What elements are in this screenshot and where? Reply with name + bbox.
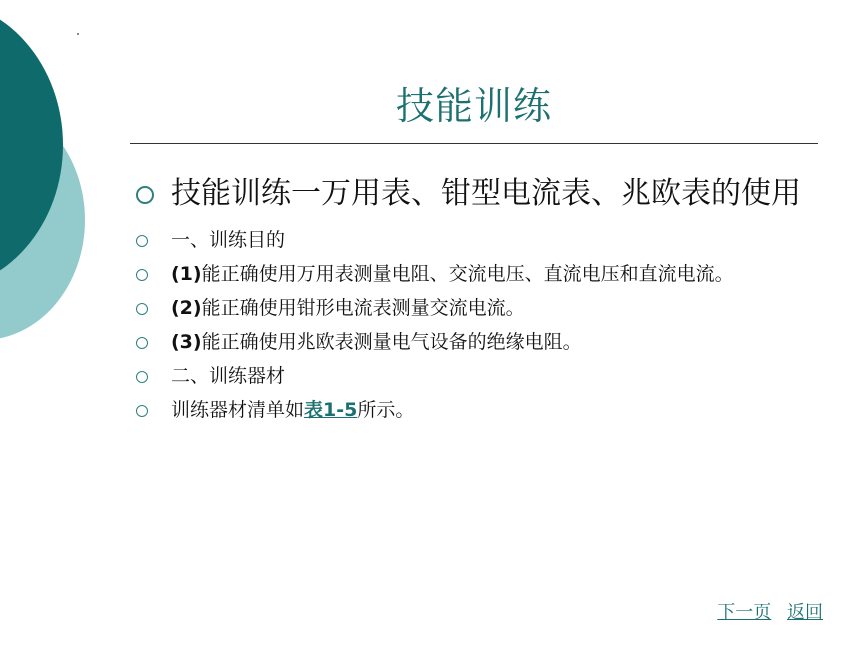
slide-title: 技能训练 [395, 84, 552, 128]
title-divider [130, 143, 818, 144]
bullet-text: 能正确使用万用表测量电阻、交流电压、直流电压和直流电流。 [201, 263, 734, 285]
list-item [136, 295, 816, 321]
bullet-text: 能正确使用兆欧表测量电气设备的绝缘电阻。 [201, 331, 582, 353]
bullet-text: 训练器材清单如 [171, 399, 305, 421]
bullet-text: 能正确使用钳形电流表测量交流电流。 [201, 297, 525, 319]
circle-bullet-icon [136, 303, 148, 315]
bullet-text: 一、训练目的 [171, 229, 286, 251]
table-reference-link[interactable]: 表1-5 [304, 399, 358, 421]
list-item [136, 397, 816, 423]
bullet-prefix: (2) [171, 297, 202, 319]
list-item [136, 227, 816, 253]
circle-bullet-icon [136, 235, 148, 247]
bullet-list [136, 175, 816, 431]
decorative-dot [77, 33, 79, 35]
circle-bullet-icon [136, 269, 148, 281]
slide-navigation [707, 598, 823, 624]
back-link[interactable]: 返回 [787, 602, 823, 623]
bullet-prefix: (3) [171, 331, 202, 353]
circle-bullet-icon [136, 186, 154, 204]
bullet-text: 二、训练器材 [171, 365, 286, 387]
next-page-link[interactable]: 下一页 [717, 602, 772, 623]
circle-bullet-icon [136, 337, 148, 349]
circle-bullet-icon [136, 371, 148, 383]
bullet-text: 所示。 [357, 399, 415, 421]
list-item [136, 329, 816, 355]
list-item [136, 261, 816, 287]
list-item [136, 175, 816, 213]
bullet-text: 技能训练一万用表、钳型电流表、兆欧表的使用 [171, 176, 801, 211]
list-item [136, 363, 816, 389]
circle-bullet-icon [136, 405, 148, 417]
bullet-prefix: (1) [171, 263, 202, 285]
